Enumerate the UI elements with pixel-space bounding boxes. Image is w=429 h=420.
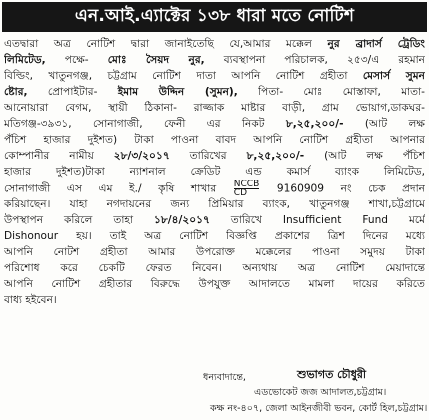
notice-body (4, 36, 425, 308)
account-type-fraction (234, 180, 259, 196)
notice-text: পক্ষে- (45, 54, 108, 66)
notice-text: এতদ্বারা অত্র নোটিশ দ্বারা জানাইতেছি যে,আমার মক্কেল (4, 38, 328, 50)
notice-text: আপনি নোটশ গ্রহীতা আমার উপরোক্ত মক্কেলের পাওনা সমুদয় টাকা (4, 246, 425, 258)
notice-line (4, 292, 425, 308)
notice-line (4, 148, 425, 164)
signature-address: কক্ষ নং-৪০৭, জেলা আইনজীবী ভবন, কোর্ট হিল,চট্টগ্রাম। (210, 403, 428, 414)
notice-bold-text: ২৮/৩/২০১৭ (113, 150, 170, 162)
notice-text: তারিখের (169, 150, 247, 162)
notice-bold-text: ১৮/৪/২০১৭ (154, 214, 210, 226)
notice-line (4, 196, 425, 212)
notice-title: এন.আই.এ্যাক্টের ১৩৮ ধারা মতে নোটিশ (2, 2, 427, 32)
notice-text: ব্যবস্থাপনা পরিচালক, ২৫৩/এ রহমান (204, 54, 425, 66)
notice-line (4, 116, 425, 132)
notice-line (4, 212, 425, 228)
notice-text: পঁচিশ হাজার দুইশত) টাকা পাওনা বাবদ আপনি নোটিশ গ্রহীতা আপনার (4, 134, 425, 146)
notice-text: উপস্থাপন করিলে তাহা (4, 214, 154, 226)
notice-bold-text: ষ্টোর, (4, 86, 28, 98)
notice-text: Dishonour হয়। তাই অত্র নোটিশ বিজ্ঞপ্তি প্রকাশের ত্রিশ দিনের মধ্যে (4, 230, 425, 242)
notice-text: পরিশোধ করে চেকটি ফেরত নিবেন। অন্যথায় অত্র নোটিশ মেয়াদান্তে (4, 262, 425, 274)
notice-line (4, 180, 425, 196)
notice-text: পিতা- মোঃ মোস্তাফা, মাতা- (237, 86, 425, 98)
notice-text: বাধ্য হইবেন। (4, 294, 57, 306)
signature-title: এডভোকেট জজ আদালত,চট্টগ্রাম। (254, 387, 387, 398)
notice-text: কোম্পানীর নামীয় (4, 150, 114, 162)
notice-line (4, 260, 425, 276)
notice-text: তারিখে Insufficient Fund মর্মে (209, 214, 425, 226)
notice-bold-text: ইমাম উদ্দিন (সুমন), (117, 86, 238, 98)
notice-text: (আট লক্ষ পঁচিশ (304, 150, 425, 162)
notice-text: প্রোপাইটার- (27, 86, 118, 98)
notice-bold-text: মোঃ সৈয়দ নুর, (107, 54, 205, 66)
signature-greeting: ধন্যবাদান্তে, (203, 372, 246, 383)
notice-text: করিয়াছেন। যাহা নগদায়নের জন্য প্রিমিয়ার ব্যাংক, খাতুনগঞ্জ শাখা,চট্টগ্রামে (4, 198, 425, 210)
signature-name: শুভাগত চৌধুরী (297, 368, 367, 381)
notice-text: বিল্ডিং, খাতুনগঞ্জ, চট্টগ্রাম নোটিশ দাতা আপনি নোটিশ গ্রহীতা (4, 70, 363, 82)
notice-text: আপনি নোটিশ গ্রহীতার বিরুদ্ধে উপযুক্ত আদালতে মামলা দায়ের করিতে (4, 278, 425, 290)
notice-line (4, 52, 425, 68)
notice-line (4, 84, 425, 100)
notice-line (4, 36, 425, 52)
account-code: CD (233, 188, 247, 196)
notice-bold-text: নুর ব্রাদার্স ট্রেডিং (327, 38, 425, 50)
notice-line (4, 244, 425, 260)
notice-text: (আট লক্ষ (343, 118, 425, 130)
notice-bold-text: মেসার্স সুমন (362, 70, 425, 82)
notice-text: 9160909 নং চেক প্রদান (260, 182, 425, 195)
notice-line (4, 100, 425, 116)
notice-bold-text: ৮,২৫,২০০/- (285, 118, 344, 130)
notice-line (4, 132, 425, 148)
notice-line (4, 68, 425, 84)
notice-line (4, 276, 425, 292)
notice-text: হাজার দুইশত)টাকা ন্যাশনাল ক্রেডিট এন্ড কমার্স ব্যাংক লিমিটেড, (4, 166, 425, 178)
notice-line (4, 164, 425, 180)
notice-text: সোনাগাজী এস এম ই./ কৃষি শাখার (4, 182, 233, 195)
notice-bold-text: ৮,২৫,২০০/- (246, 150, 305, 162)
notice-text: আনোয়ারা বেগম, স্থায়ী ঠিকানা- রাজ্জাক মাষ্টার বাড়ী, গ্রাম ভোয়াগ,ডাকঘর- (4, 102, 425, 114)
bank-code: NCCB (233, 180, 260, 189)
notice-text: মতিগঞ্জ-৩৯৩১, সোনাগাজী, ফেনী এর নিকট (4, 118, 286, 130)
notice-bold-text: লিমিটেড, (4, 54, 46, 66)
notice-line (4, 228, 425, 244)
